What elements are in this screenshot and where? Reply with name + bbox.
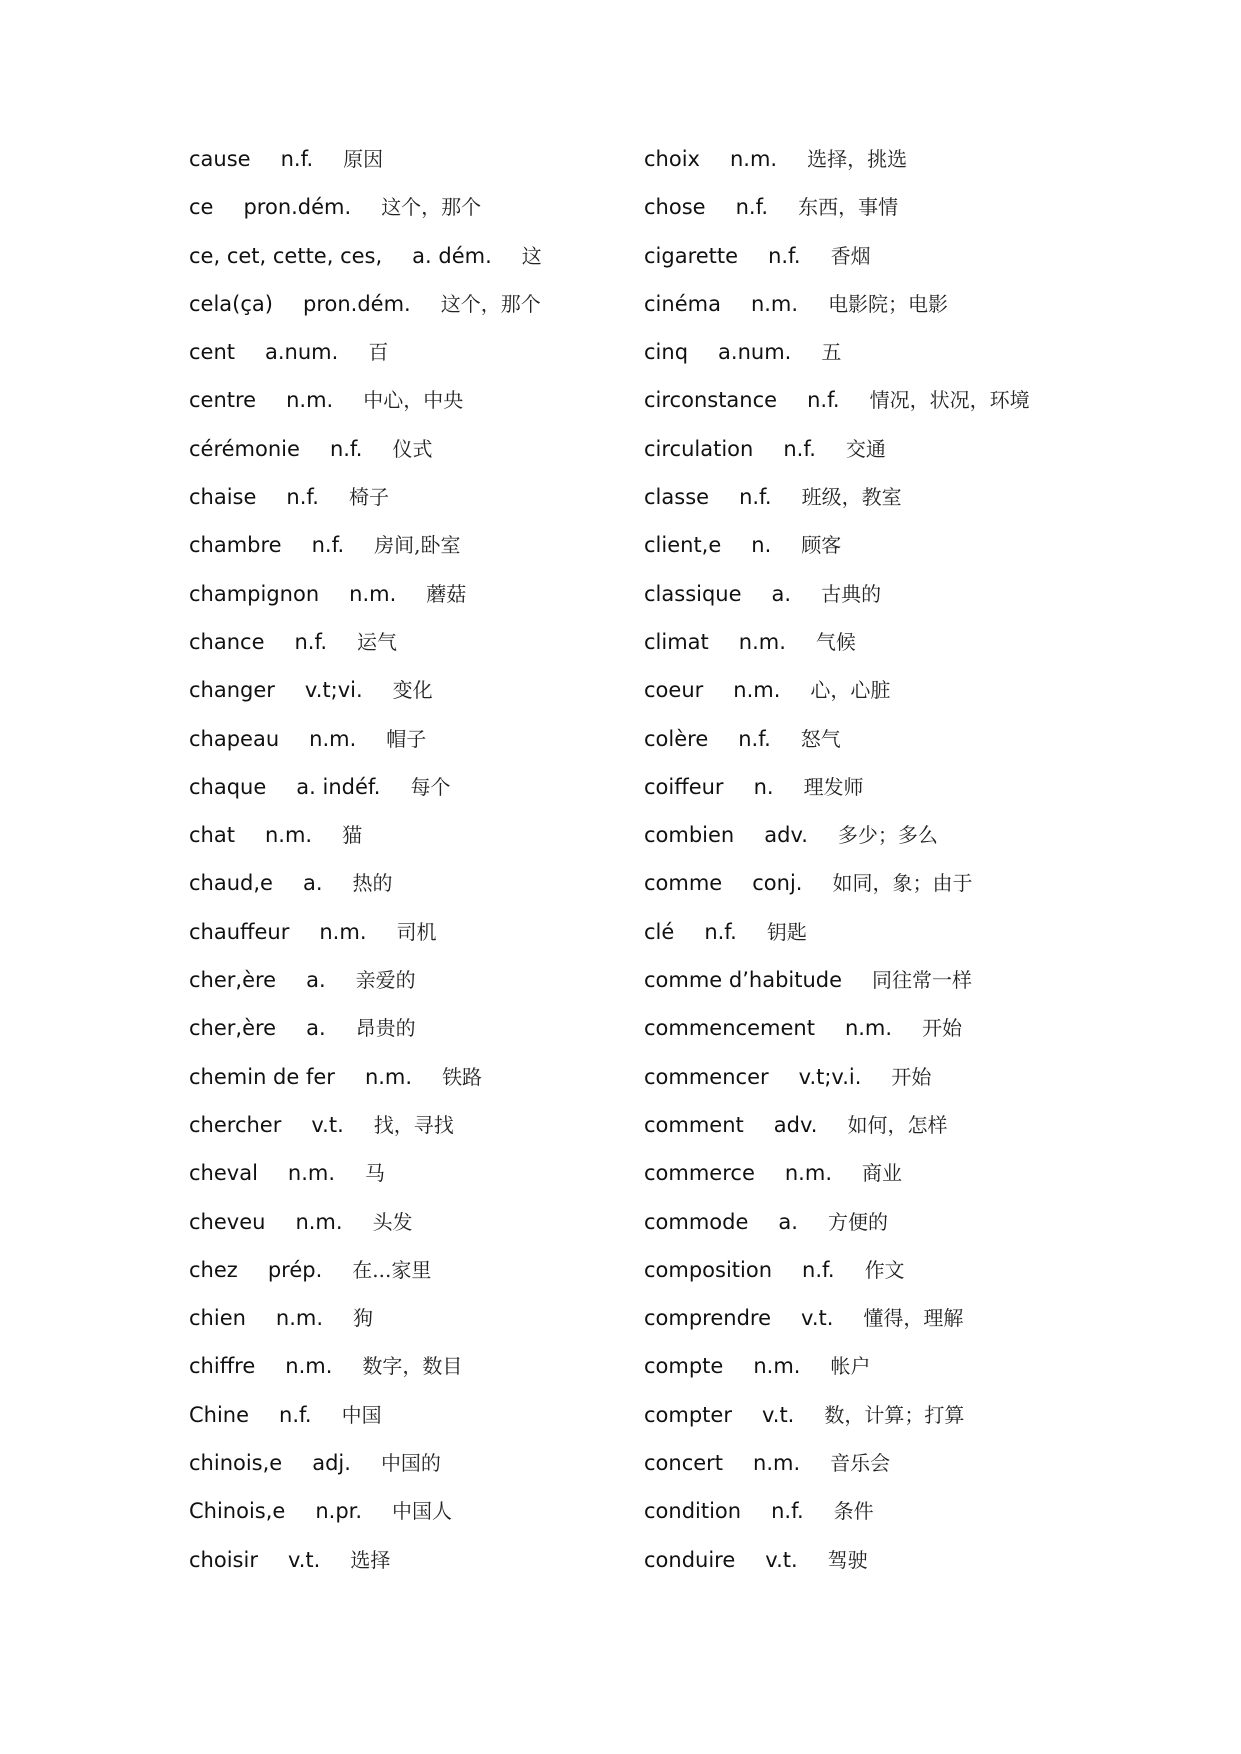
entry-part-of-speech: n.m. [844,1016,893,1041]
entry-word: Chine [189,1402,250,1427]
entry-meaning: 马 [365,1161,386,1186]
vocabulary-entry [644,1160,1124,1208]
entry-meaning: 商业 [862,1161,902,1186]
entry-meaning: 班级，教室 [801,485,902,510]
entry-meaning: 房间,卧室 [374,533,461,558]
entry-word: comprendre [644,1306,772,1331]
entry-part-of-speech: a. indéf. [296,774,381,799]
entry-part-of-speech: pron.dém. [302,291,411,316]
vocabulary-entry [644,194,1124,242]
entry-word: cela(ça) [189,291,273,316]
entry-word: coeur [644,678,704,703]
entry-meaning: 五 [821,340,842,365]
entry-word: chez [189,1257,238,1282]
entry-part-of-speech: n.m. [738,629,786,654]
entry-part-of-speech: n.m. [285,1354,333,1379]
entry-meaning: 顾客 [801,533,842,558]
entry-part-of-speech: v.t. [761,1402,795,1427]
entry-word: chaque [189,774,267,799]
entry-part-of-speech: prép. [267,1257,323,1282]
entry-part-of-speech: v.t. [765,1547,798,1572]
entry-meaning: 亲爱的 [355,968,416,993]
vocabulary-entry [189,581,609,629]
entry-word: cheval [189,1161,258,1186]
vocabulary-entry [644,1353,1124,1401]
vocabulary-entry [644,870,1124,918]
entry-meaning: 东西，事情 [798,195,899,220]
vocabulary-entry [644,726,1124,774]
vocabulary-entry [189,194,609,242]
entry-word: compter [644,1402,732,1427]
entry-meaning: 开始 [891,1064,932,1089]
vocabulary-entry [644,1015,1124,1063]
vocabulary-entry [644,919,1124,967]
entry-word: composition [644,1257,773,1282]
entry-meaning: 变化 [392,678,433,703]
vocabulary-entry [189,1015,609,1063]
entry-meaning: 蘑菇 [426,581,467,606]
vocabulary-entry [644,1064,1124,1112]
vocabulary-entry [189,1160,609,1208]
entry-part-of-speech: n.f. [735,195,769,220]
entry-meaning: 怒气 [800,726,841,751]
vocabulary-entry [189,243,609,291]
entry-part-of-speech: n.f. [294,629,328,654]
vocabulary-entry [189,1209,609,1257]
entry-word: chien [189,1306,246,1331]
entry-part-of-speech: n.f. [783,436,816,461]
entry-word: cause [189,147,251,171]
entry-word: commencement [644,1016,815,1041]
vocabulary-entry [644,967,1124,1015]
entry-meaning: 情况，状况，环境 [869,388,1030,413]
entry-part-of-speech: n.m. [349,581,397,606]
vocabulary-entry [644,1498,1124,1546]
vocabulary-entry [644,1547,1124,1595]
entry-meaning: 百 [368,340,389,365]
entry-word: classique [644,581,742,606]
entry-meaning: 司机 [396,919,437,944]
entry-meaning: 多少；多么 [837,823,938,848]
entry-meaning: 钥匙 [766,919,807,944]
entry-part-of-speech: n.f. [280,147,314,171]
vocabulary-entry [644,1209,1124,1257]
entry-word: cheveu [189,1209,266,1234]
entry-part-of-speech: a. [306,1016,326,1041]
vocabulary-entry [189,1402,609,1450]
entry-word: chiffre [189,1354,256,1379]
entry-part-of-speech: adv. [764,823,808,848]
entry-part-of-speech: n.m. [264,823,313,848]
entry-meaning: 运气 [357,629,398,654]
entry-part-of-speech: n. [753,774,774,799]
entry-meaning: 作文 [864,1257,905,1282]
vocabulary-entry [189,677,609,725]
entry-meaning: 中国的 [380,1451,441,1476]
entry-word: cher,ère [189,1016,277,1041]
entry-meaning: 帽子 [386,726,427,751]
entry-meaning: 心，心脏 [810,678,891,703]
vocabulary-column-right [644,146,1124,1595]
vocabulary-entry [644,387,1124,435]
entry-word: compte [644,1354,724,1379]
vocabulary-entry [189,532,609,580]
entry-part-of-speech: n.m. [753,1354,801,1379]
vocabulary-entry [644,339,1124,387]
entry-part-of-speech: n.f. [329,436,363,461]
entry-part-of-speech: v.t. [287,1547,321,1572]
entry-word: cérémonie [189,436,300,461]
entry-part-of-speech: n.m. [750,291,799,316]
vocabulary-entry [644,1305,1124,1353]
vocabulary-entry [189,146,609,194]
entry-word: ce, cet, cette, ces, [189,243,383,268]
vocabulary-entry [189,1257,609,1305]
entry-word: classe [644,485,710,510]
vocabulary-entry [189,436,609,484]
entry-part-of-speech: a. dém. [412,243,492,268]
entry-part-of-speech: n.m. [784,1161,832,1186]
vocabulary-entry [189,387,609,435]
entry-part-of-speech: a. [778,1209,798,1234]
entry-meaning: 椅子 [348,485,389,510]
entry-word: chapeau [189,726,280,751]
entry-part-of-speech: n.f. [704,919,737,944]
entry-meaning: 选择 [350,1547,391,1572]
entry-meaning: 方便的 [827,1209,888,1234]
entry-word: circulation [644,436,754,461]
entry-word: commode [644,1209,749,1234]
entry-word: chercher [189,1112,282,1137]
vocabulary-entry [644,677,1124,725]
vocabulary-entry [644,581,1124,629]
vocabulary-entry [189,774,609,822]
entry-meaning: 猫 [342,823,363,848]
entry-meaning: 懂得，理解 [863,1306,964,1331]
vocabulary-entry [189,967,609,1015]
entry-word: condition [644,1499,742,1524]
entry-word: chat [189,823,235,848]
entry-part-of-speech: n.f. [768,243,801,268]
vocabulary-entry [644,629,1124,677]
entry-part-of-speech: n.f. [807,388,840,413]
vocabulary-entry [189,919,609,967]
entry-word: chaud,e [189,871,273,896]
entry-part-of-speech: v.t;vi. [304,678,363,703]
entry-part-of-speech: a. [771,581,792,606]
entry-word: choisir [189,1547,258,1572]
entry-word: client,e [644,533,722,558]
entry-word: clé [644,919,675,944]
entry-part-of-speech: n.m. [295,1209,343,1234]
vocabulary-entry [189,822,609,870]
entry-meaning: 选择，挑选 [807,147,908,171]
entry-word: coiffeur [644,774,724,799]
entry-word: chose [644,195,706,220]
vocabulary-entry [644,146,1124,194]
entry-part-of-speech: n.m. [275,1306,324,1331]
entry-word: ce [189,195,214,220]
entry-word: cher,ère [189,968,277,993]
entry-part-of-speech: n.m. [753,1451,801,1476]
entry-word: cinéma [644,291,721,316]
entry-word: comme [644,871,723,896]
entry-part-of-speech: a. [306,968,326,993]
vocabulary-entry [644,1402,1124,1450]
entry-word: circonstance [644,388,778,413]
entry-meaning: 这个，那个 [381,195,482,220]
entry-word: champignon [189,581,320,606]
entry-word: colère [644,726,709,751]
entry-part-of-speech: a. [302,871,323,896]
entry-part-of-speech: pron.dém. [243,195,352,220]
entry-part-of-speech: n.m. [733,678,781,703]
entry-meaning: 热的 [352,871,393,896]
vocabulary-entry [189,726,609,774]
entry-meaning: 这 [521,243,542,268]
entry-word: chemin de fer [189,1064,335,1089]
entry-meaning: 理发师 [803,774,864,799]
entry-meaning: 开始 [922,1016,963,1041]
entry-part-of-speech: n.m. [286,388,334,413]
entry-word: concert [644,1451,724,1476]
entry-word: climat [644,629,709,654]
entry-meaning: 香烟 [830,243,871,268]
entry-word: commencer [644,1064,769,1089]
entry-part-of-speech: n.f. [802,1257,835,1282]
vocabulary-entry [189,870,609,918]
vocabulary-entry [644,1257,1124,1305]
entry-word: combien [644,823,735,848]
entry-part-of-speech: v.t;v.i. [798,1064,862,1089]
entry-meaning: 头发 [372,1209,413,1234]
vocabulary-entry [644,243,1124,291]
entry-word: centre [189,388,257,413]
vocabulary-entry [189,484,609,532]
entry-meaning: 中国人 [392,1499,453,1524]
vocabulary-entry [644,291,1124,339]
entry-meaning: 条件 [833,1499,874,1524]
entry-word: chinois,e [189,1451,283,1476]
vocabulary-entry [644,774,1124,822]
entry-meaning: 气候 [815,629,856,654]
entry-word: chambre [189,533,282,558]
entry-part-of-speech: adj. [312,1451,351,1476]
entry-part-of-speech: n.f. [279,1402,312,1427]
vocabulary-entry [644,484,1124,532]
vocabulary-column-left [189,146,609,1595]
vocabulary-entry [644,822,1124,870]
entry-word: chance [189,629,265,654]
vocabulary-entry [189,1305,609,1353]
entry-meaning: 如同，象；由于 [832,871,973,896]
entry-meaning: 古典的 [821,581,882,606]
entry-word: comment [644,1112,744,1137]
vocabulary-entry [189,629,609,677]
entry-part-of-speech: n.f. [311,533,345,558]
entry-word: chaise [189,485,257,510]
vocabulary-entry [644,1450,1124,1498]
entry-meaning: 如何，怎样 [847,1112,948,1137]
vocabulary-entry [644,1112,1124,1160]
entry-meaning: 昂贵的 [355,1016,416,1041]
entry-meaning: 同往常一样 [872,968,973,993]
entry-part-of-speech: n.f. [739,485,772,510]
vocabulary-entry [189,1498,609,1546]
entry-meaning: 铁路 [442,1064,483,1089]
entry-word: chauffeur [189,919,290,944]
entry-part-of-speech: conj. [752,871,803,896]
vocabulary-entry [189,1353,609,1401]
entry-meaning: 电影院；电影 [828,291,949,316]
entry-meaning: 中国 [341,1402,382,1427]
entry-part-of-speech: v.t. [311,1112,344,1137]
entry-meaning: 驾驶 [827,1547,868,1572]
entry-word: cigarette [644,243,739,268]
entry-word: conduire [644,1547,736,1572]
entry-word: cent [189,340,236,365]
entry-part-of-speech: n.m. [287,1161,336,1186]
entry-meaning: 找，寻找 [373,1112,454,1137]
entry-meaning: 中心，中央 [363,388,464,413]
entry-part-of-speech: n.m. [319,919,367,944]
entry-part-of-speech: v.t. [801,1306,834,1331]
entry-meaning: 音乐会 [830,1451,891,1476]
vocabulary-entry [189,1112,609,1160]
vocabulary-entry [644,436,1124,484]
entry-part-of-speech: n.f. [738,726,771,751]
entry-meaning: 原因 [343,147,384,171]
vocabulary-entry [189,1450,609,1498]
vocabulary-entry [644,532,1124,580]
entry-word: commerce [644,1161,755,1186]
entry-meaning: 这个，那个 [440,291,541,316]
entry-meaning: 仪式 [392,436,433,461]
vocabulary-entry [189,1064,609,1112]
entry-meaning: 数字，数目 [362,1354,463,1379]
entry-meaning: 帐户 [830,1354,871,1379]
entry-part-of-speech: n.pr. [315,1499,363,1524]
entry-part-of-speech: a.num. [718,340,792,365]
entry-meaning: 在...家里 [352,1257,432,1282]
entry-part-of-speech: n.f. [286,485,319,510]
entry-meaning: 数，计算；打算 [824,1402,965,1427]
entry-meaning: 狗 [353,1306,374,1331]
entry-part-of-speech: n.m. [309,726,357,751]
entry-word: Chinois,e [189,1499,286,1524]
entry-part-of-speech: n. [751,533,772,558]
entry-part-of-speech: n.f. [771,1499,804,1524]
entry-word: choix [644,147,700,171]
vocabulary-entry [189,1547,609,1595]
entry-part-of-speech: a.num. [265,340,339,365]
entry-word: changer [189,678,275,703]
entry-part-of-speech: n.m. [729,147,778,171]
entry-part-of-speech: n.m. [364,1064,413,1089]
vocabulary-entry [189,339,609,387]
entry-word: comme d’habitude [644,968,843,993]
vocabulary-entry [189,291,609,339]
entry-part-of-speech: adv. [773,1112,818,1137]
entry-meaning: 交通 [845,436,886,461]
entry-meaning: 每个 [410,774,451,799]
entry-word: cinq [644,340,689,365]
